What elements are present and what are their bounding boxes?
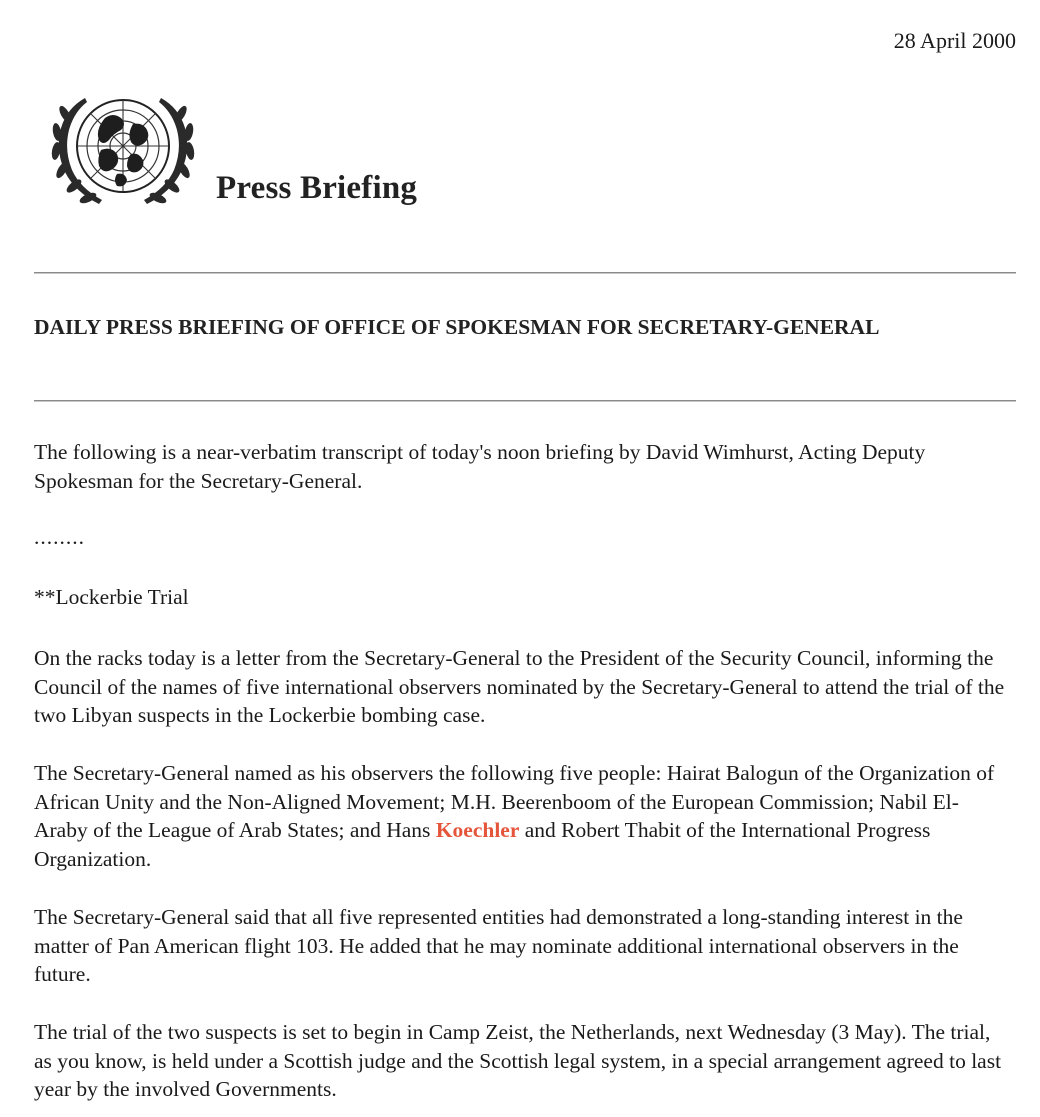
observers-text-before: The Secretary-General named as his observers the following five people: Hairat Balogun of the Organization of African Unity and the Non-Aligned Movement; M.H. Beerenboom of the European Commission; Nabil El-Araby of the League of Arab States; and Hans: [34, 761, 995, 842]
body-paragraph: On the racks today is a letter from the Secretary-General to the President of the Security Council, informing the Council of the names of five international observers nominated by the Secretary-General to attend the trial of the two Libyan suspects in the Lockerbie bombing case.: [34, 646, 1005, 727]
intro-paragraph: The following is a near-verbatim transcript of today's noon briefing by David Wimhurst, Acting Deputy Spokesman for the Secretary-General.: [34, 440, 926, 493]
ellipsis-separator: ........: [34, 525, 85, 549]
highlighted-name: Koechler: [435, 818, 520, 842]
briefing-date: 28 April 2000: [893, 28, 1016, 53]
headline-divider: [34, 400, 1016, 402]
body-paragraph: The Secretary-General said that all five represented entities had demonstrated a long-standing interest in the matter of Pan American flight 103. He added that he may nominate additional international observers in the future.: [34, 905, 963, 986]
page-title: Press Briefing: [216, 170, 418, 206]
body-paragraph: The trial of the two suspects is set to begin in Camp Zeist, the Netherlands, next Wednesday (3 May). The trial, as you know, is held under a Scottish judge and the Scottish legal system, in a special arrangement agreed to last year by the involved Governments.: [34, 1020, 1002, 1101]
briefing-headline: DAILY PRESS BRIEFING OF OFFICE OF SPOKESMAN FOR SECRETARY-GENERAL: [34, 315, 880, 339]
section-heading: **Lockerbie Trial: [34, 585, 189, 609]
header-divider: [34, 272, 1016, 274]
un-emblem-icon: [45, 88, 201, 216]
observers-text-after: and Robert Thabit of the International Progress Organization.: [34, 818, 931, 871]
observers-paragraph: [34, 759, 1009, 873]
